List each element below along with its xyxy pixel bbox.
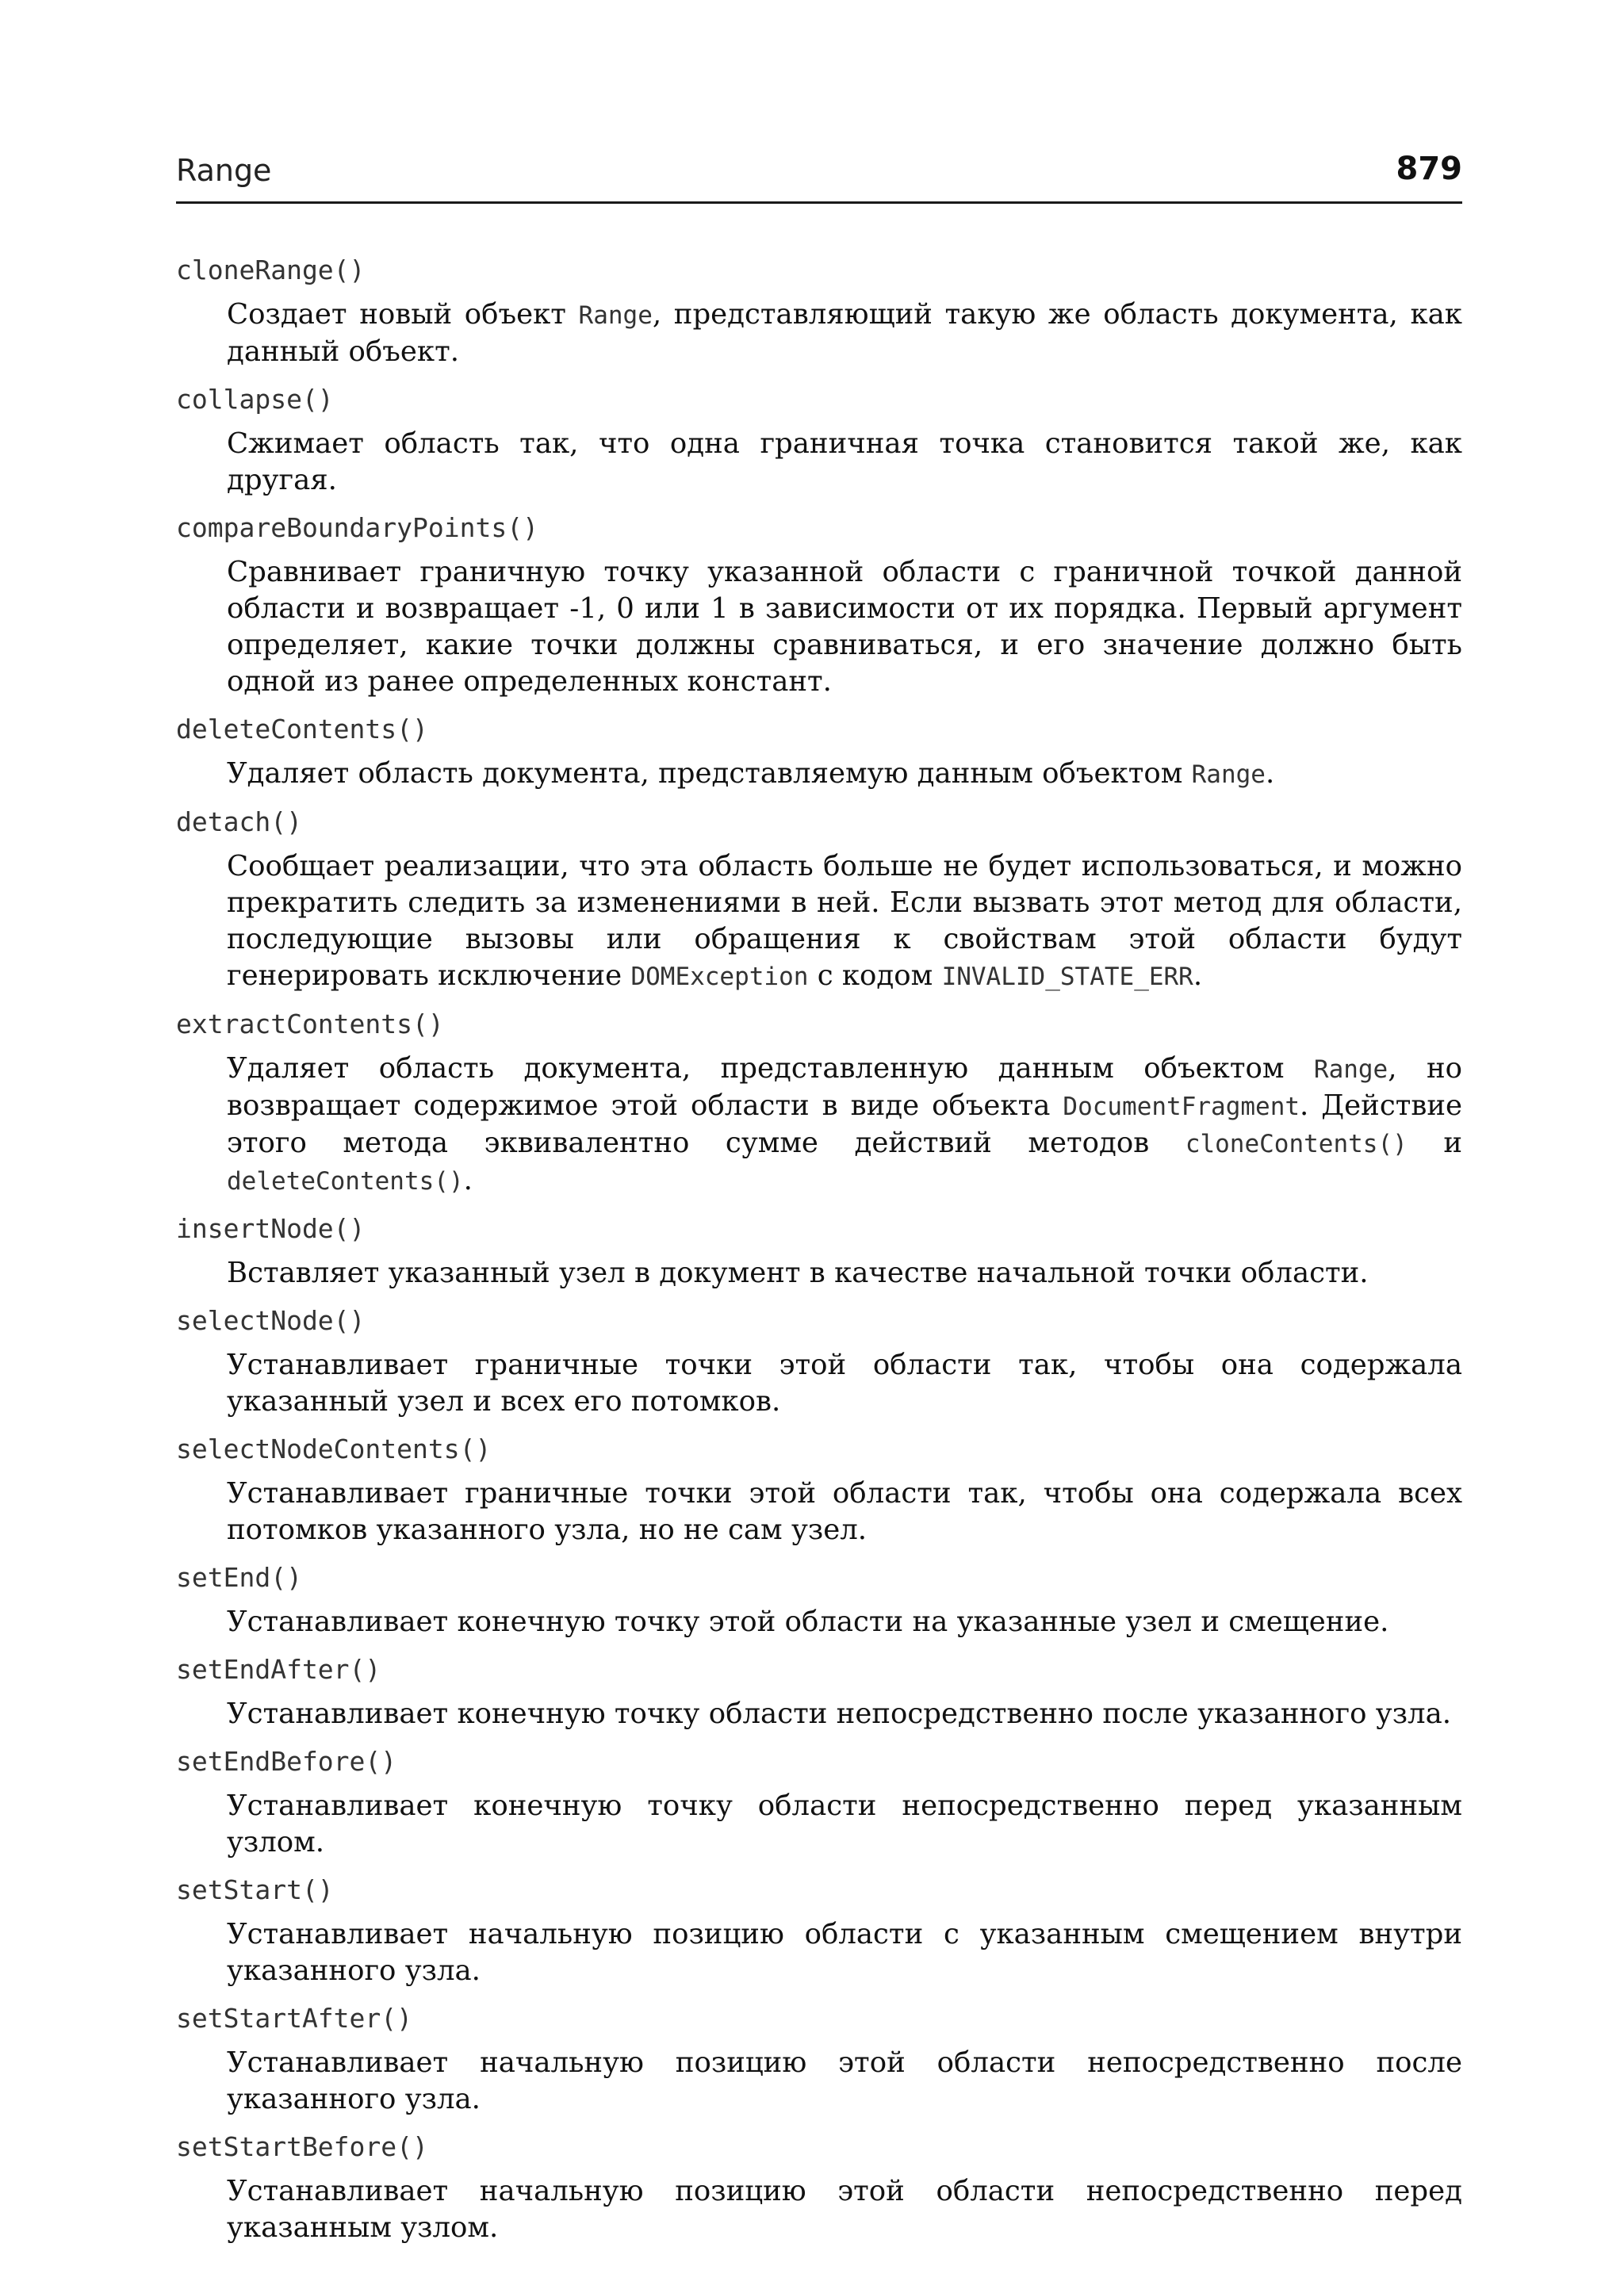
description-text: Сравнивает граничную точку указанной области с граничной точкой данной области и возвращает -1, 0 или 1 в зависимости от их порядка. Первый аргумент определяет, какие точки должны сравниваться, и его значение должно быть одной из ранее определенных констант.	[227, 556, 1462, 698]
method-entry	[176, 510, 1462, 700]
description-text: Создает новый объект	[227, 298, 579, 331]
method-description	[227, 1347, 1462, 1420]
method-description	[227, 2045, 1462, 2118]
method-name: selectNode()	[176, 1305, 366, 1336]
method-entry	[176, 381, 1462, 499]
description-text: , но возвращает содержимое этой области в виде объекта	[227, 1052, 1462, 1122]
method-description	[227, 1788, 1462, 1861]
method-name: cloneRange()	[176, 255, 366, 285]
method-name: setStartAfter()	[176, 2003, 413, 2034]
method-entry	[176, 252, 1462, 370]
method-entry	[176, 711, 1462, 793]
method-entry	[176, 2129, 1462, 2246]
code-term: DocumentFragment	[1063, 1093, 1300, 1121]
method-entry	[176, 1744, 1462, 1861]
description-text: Сжимает область так, что одна граничная точка становится такой же, как другая.	[227, 427, 1462, 496]
description-text: , представляющий такую же область документа, как данный объект.	[227, 298, 1462, 368]
code-term: Range	[578, 301, 653, 330]
description-text: Устанавливает начальную позицию этой области непосредственно перед указанным узлом.	[227, 2175, 1462, 2244]
description-text: Удаляет область документа, представляемую данным объектом	[227, 757, 1192, 790]
method-entry	[176, 804, 1462, 995]
method-name: setEnd()	[176, 1562, 302, 1593]
page-number: 879	[1396, 151, 1462, 187]
method-name: selectNodeContents()	[176, 1434, 492, 1464]
method-name: setStart()	[176, 1874, 334, 1905]
description-text: Сообщает реализации, что эта область больше не будет использоваться, и можно прекратить следить за изменениями в ней. Если вызвать этот метод для области, последующие вызовы или обращения к свойствам этой области будут генерировать исключение	[227, 850, 1462, 992]
method-description	[227, 1916, 1462, 1989]
method-name: insertNode()	[176, 1213, 366, 1244]
description-text: Устанавливает граничные точки этой области так, чтобы она содержала указанный узел и всех его потомков.	[227, 1349, 1462, 1418]
running-title: Range	[176, 153, 272, 188]
method-description	[227, 297, 1462, 370]
method-name: collapse()	[176, 384, 334, 415]
description-text: Устанавливает конечную точку области непосредственно после указанного узла.	[227, 1698, 1452, 1730]
description-text: с кодом	[808, 959, 942, 992]
method-description	[227, 1604, 1462, 1640]
method-name: compareBoundaryPoints()	[176, 512, 538, 543]
method-name: setEndAfter()	[176, 1654, 381, 1685]
method-name: setStartBefore()	[176, 2131, 428, 2162]
method-entry	[176, 1652, 1462, 1732]
description-text: Устанавливает начальную позицию области с указанным смещением внутри указанного узла.	[227, 1918, 1462, 1987]
method-name: setEndBefore()	[176, 1746, 397, 1777]
method-description	[227, 1696, 1462, 1732]
method-description	[227, 756, 1462, 793]
description-text: и	[1407, 1127, 1462, 1159]
method-entry	[176, 1006, 1462, 1200]
description-text: .	[463, 1164, 473, 1196]
description-text: Устанавливает граничные точки этой области так, чтобы она содержала всех потомков указанного узла, но не сам узел.	[227, 1477, 1462, 1546]
method-description	[227, 1476, 1462, 1548]
method-description	[227, 426, 1462, 499]
description-text: Устанавливает конечную точку этой области на указанные узел и смещение.	[227, 1606, 1389, 1638]
method-description	[227, 1255, 1462, 1292]
code-term: Range	[1191, 760, 1266, 789]
description-text: Удаляет область документа, представленную данным объектом	[227, 1052, 1314, 1085]
method-name: extractContents()	[176, 1009, 444, 1039]
method-entry	[176, 1211, 1462, 1292]
description-text: Вставляет указанный узел в документ в качестве начальной точки области.	[227, 1257, 1369, 1289]
method-description	[227, 554, 1462, 700]
method-entry	[176, 1431, 1462, 1548]
code-term: Range	[1313, 1055, 1388, 1084]
description-text: .	[1193, 959, 1203, 992]
method-entry	[176, 2000, 1462, 2118]
method-entry	[176, 1872, 1462, 1989]
description-text: .	[1265, 757, 1275, 790]
method-description	[227, 2173, 1462, 2246]
method-entry	[176, 1303, 1462, 1420]
code-term: INVALID_STATE_ERR	[941, 963, 1193, 991]
method-name: detach()	[176, 806, 302, 837]
method-list	[176, 252, 1462, 2257]
page-header	[176, 151, 1462, 204]
code-term: cloneContents()	[1185, 1130, 1408, 1158]
description-text: . Действие этого метода эквивалентно сумме действий методов	[227, 1089, 1462, 1159]
code-term: deleteContents()	[227, 1167, 464, 1196]
description-text: Устанавливает начальную позицию этой области непосредственно после указанного узла.	[227, 2046, 1462, 2115]
method-description	[227, 848, 1462, 995]
code-term: DOMException	[630, 963, 809, 991]
method-description	[227, 1051, 1462, 1200]
description-text: Устанавливает конечную точку области непосредственно перед указанным узлом.	[227, 1790, 1462, 1859]
method-entry	[176, 1560, 1462, 1640]
method-name: deleteContents()	[176, 714, 428, 745]
